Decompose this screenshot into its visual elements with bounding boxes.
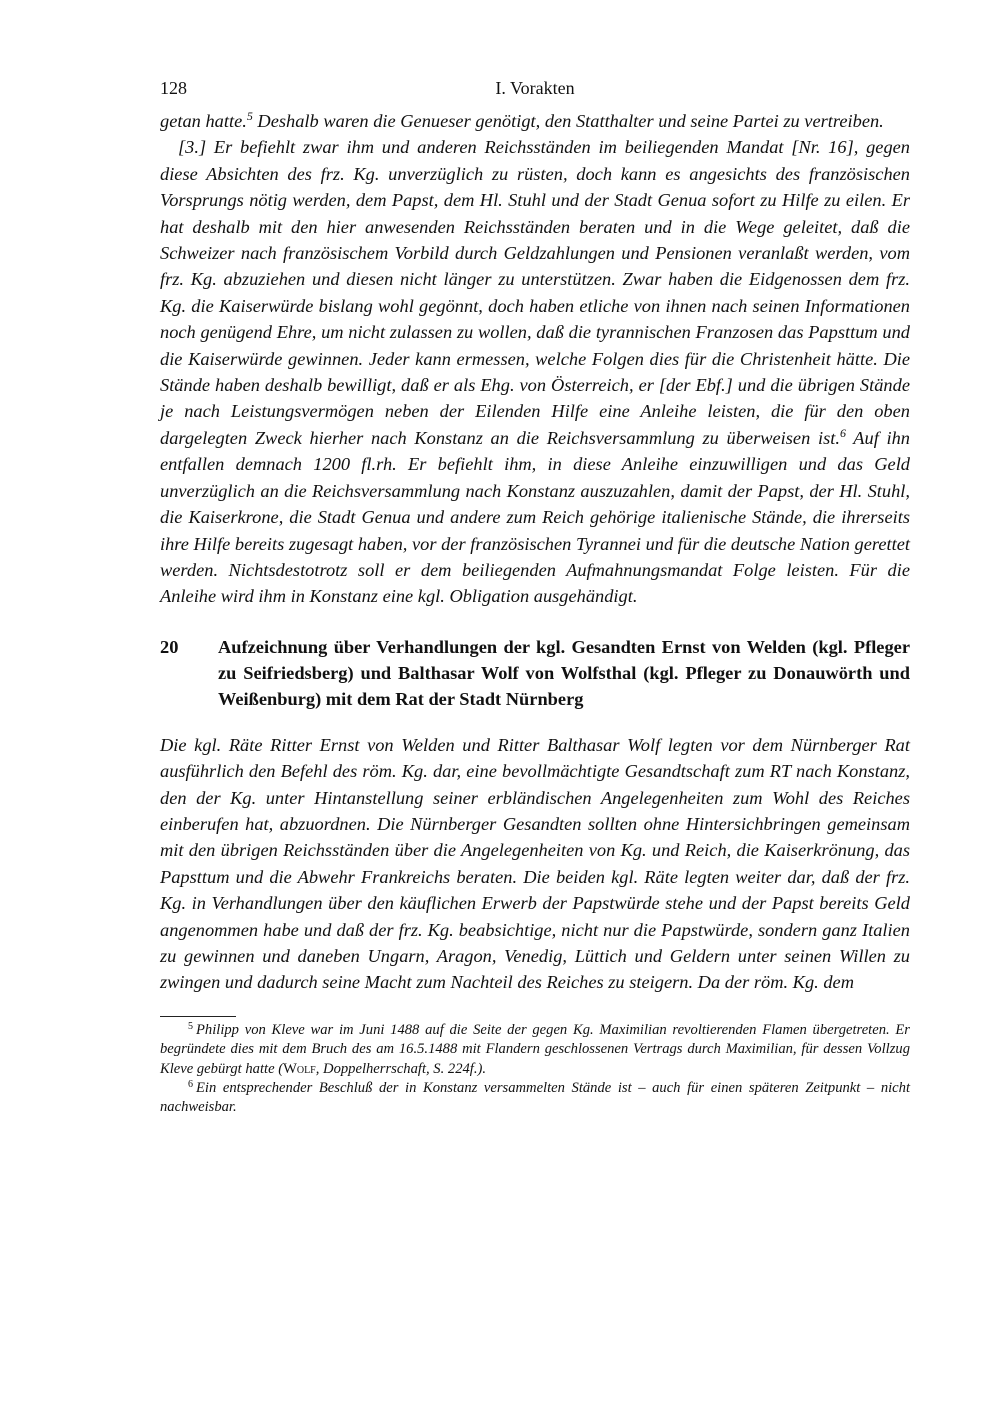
entry-title: Aufzeichnung über Verhandlungen der kgl. Gesandten Ernst von Welden (kgl. Pfleger zu Seifriedsberg) und Balthasar Wolf von Wolfsthal (kgl. Pfleger zu Donauwörth und Weißenburg) mit dem Rat der Stadt Nürnberg xyxy=(218,636,910,709)
running-head: I. Vorakten xyxy=(495,78,575,98)
paragraph-continuation: getan hatte.$^5$ Deshalb waren die Genueser genötigt, den Statthalter und seine Partei zu vertreiben. xyxy=(160,109,884,131)
footnote-mark: 5 xyxy=(188,1020,193,1032)
footnotes xyxy=(160,1021,910,1118)
main-text xyxy=(160,108,910,610)
footnote-6: $^6$ Ein entsprechender Beschluß der in Konstanz versammelten Stände ist – auch für einen späteren Zeitpunkt – nicht nachweisbar. xyxy=(160,1079,910,1116)
paragraph-section-3: [3.] Er befiehlt zwar ihm und anderen Reichsständen im beiliegenden Mandat [Nr. 16], gegen diese Absichten des frz. Kg. unverzüglich zu rüsten, doch kann es angesichts des französischen Vorsprungs nötig werden, dem Papst, dem Hl. Stuhl und der Stadt Genua sofort zu Hilfe zu eilen. Er hat deshalb mit den hier anwesenden Reichsständen beraten und in die Wege geleitet, daß die Schweizer nach französischem Vorbild durch Geldzahlungen und Pensionen veranlaßt werden, vom frz. Kg. abzuziehen und diesen nicht länger zu unterstützen. Zwar haben die Eidgenossen dem frz. Kg. die Kaiserwürde bislang wohl gegönnt, doch haben etliche von ihnen nach seinen Informationen noch genügend Ehre, um nicht zulassen zu wollen, daß die tyrannischen Franzosen das Papsttum und die Kaiserwürde gewinnen. Jeder kann ermessen, welche Folgen dies für die Christenheit hätte. Die Stände haben deshalb bewilligt, daß er als Ehg. von Österreich, er [der Ebf.] und die übrigen Stände je nach Leistungsvermögen neben der Eilenden Hilfe eine Anleihe leisten, die für den oben dargelegten Zweck hierher nach Konstanz an die Reichsversammlung zu überweisen ist.$^6$ Auf ihn entfallen demnach 1200 fl.rh. Er befiehlt ihm, in diese Anleihe einzuwilligen und das Geld unverzüglich an die Reichsversammlung nach Konstanz auszuzahlen, damit der Papst, der Hl. Stuhl, die Kaiserkrone, die Stadt Genua und andere zum Reich gehörige italienische Stände, die ihrerseits ihre Hilfe bereits zugesagt haben, vor der französischen Tyrannei und für die deutsche Nation gerettet werden. Nichtsdestotrotz soll er dem beiliegenden Aufmahnungsmandat Folge leisten. Für die Anleihe wird ihm in Konstanz eine kgl. Obligation ausgehändigt. xyxy=(160,137,910,607)
regest-text xyxy=(160,732,910,996)
document-entry-heading xyxy=(160,634,910,712)
regest-paragraph: Die kgl. Räte Ritter Ernst von Welden und Ritter Balthasar Wolf legten vor dem Nürnberger Rat ausführlich den Befehl des röm. Kg. dar, eine bevollmächtigte Gesandtschaft zum RT nach Konstanz, den der Kg. unter Hintanstellung seiner erbländischen Angelegenheiten zum Wohl des Reiches einberufen hat, abzuordnen. Die Nürnberger Gesandten sollten ohne Hintersichbringen gemeinsam mit den übrigen Reichsständen über die Angelegenheiten von Kg. und Reich, die Kaiserkrönung, das Papsttum und die Abwehr Frankreichs beraten. Die beiden kgl. Räte legten weiter dar, daß der frz. Kg. in Verhandlungen über den käuflichen Erwerb der Papstwürde stehe und der Papst bereits Geld angenommen habe und daß der frz. Kg. beabsichtige, nicht nur die Papstwürde, sondern ganz Italien zu gewinnen und daneben Ungarn, Aragon, Venedig, Lüttich und Geldern unter seinen Willen zu zwingen und dadurch seine Macht zum Nachteil des Reiches zu steigern. Da der röm. Kg. dem xyxy=(160,734,910,993)
footnote-ref-6[interactable]: 6 xyxy=(839,425,846,440)
footnote-ref-5[interactable]: 5 xyxy=(246,109,253,123)
footnote-divider xyxy=(160,1016,236,1017)
page-header xyxy=(160,78,910,108)
page-number: 128 xyxy=(160,78,187,98)
footnote-5: $^5$ Philipp von Kleve war im Juni 1488 auf die Seite der gegen Kg. Maximilian revoltierenden Flamen übergetreten. Er begründete dies mit dem Bruch des am 16.5.1488 mit Flandern geschlossenen Vertrags durch Maximilian, für dessen Vollzug Kleve gebürgt hatte (Wolf, Doppelherrschaft, S. 224f.). xyxy=(160,1020,910,1077)
document-page xyxy=(160,78,910,1118)
footnote-mark: 6 xyxy=(188,1079,193,1090)
entry-number: 20 xyxy=(160,636,179,657)
author-name: Wolf xyxy=(283,1060,316,1077)
